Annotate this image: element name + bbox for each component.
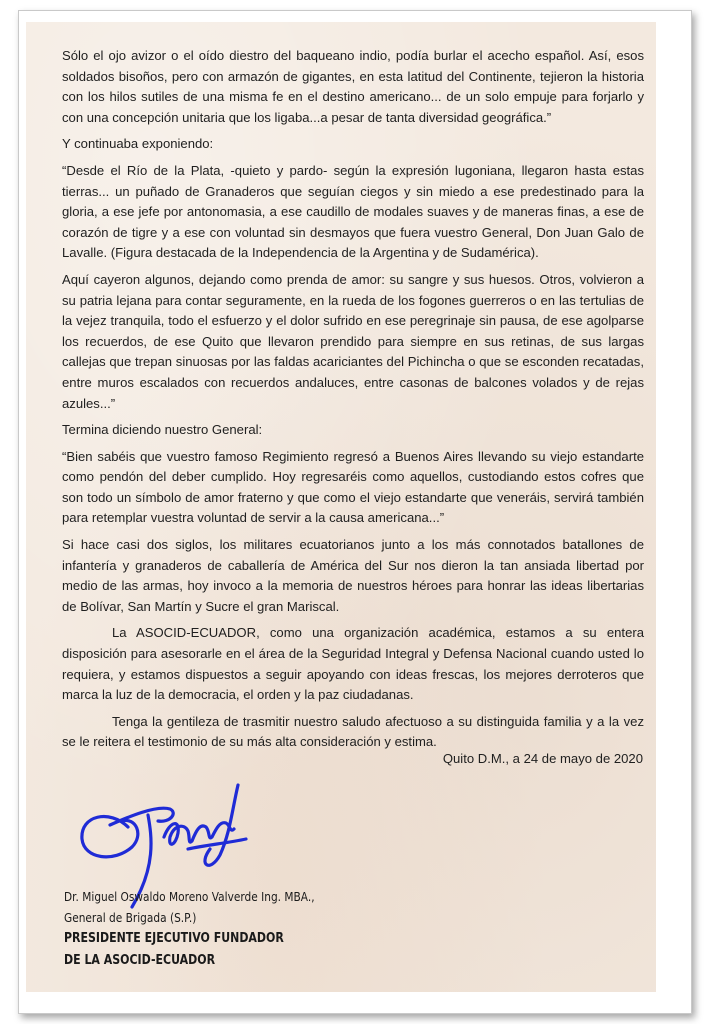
paragraph-5: Termina diciendo nuestro General: [62, 422, 263, 438]
paragraph-3: “Desde el Río de la Plata, -quieto y pardo- según la expresión lugoniana, llegaron hasta estas tierras... un puñado de Granaderos que seguían ciegos y sin miedo a ese predestinado para la gloria, a ese jefe por antonomasia, a ese caudillo de modales suaves y de maneras finas, a ese de corazón de tigre y a ese con voluntad sin desmayos que fuera vuestro General, Don Juan Galo de Lavalle. (Figura destacada de la Independencia de la Argentina y de Sudamérica). [62, 162, 644, 261]
letter-body [62, 46, 644, 759]
paragraph-1: Sólo el ojo avizor o el oído diestro del baqueano indio, podía burlar el acecho español. Así, esos soldados bisoños, pero con armazón de gigantes, en esta latitud del Continente, tejieron la historia con los hilos sutiles de una misma fe en el destino americano... de un solo empuje para forjarlo y con una concepción unitaria que los ligaba...a pesar de tanta diversidad geográfica.” [62, 48, 644, 125]
paragraph-2: Y continuaba exponiendo: [62, 136, 214, 152]
signer-rank: General de Brigada (S.P.) [64, 910, 197, 925]
signer-title-line-1: PRESIDENTE EJECUTIVO FUNDADOR [64, 931, 284, 946]
signature-block [64, 886, 362, 972]
paragraph-8: La ASOCID-ECUADOR, como una organización académica, estamos a su entera disposición para asesorarle en el área de la Seguridad Integral y Defensa Nacional cuando usted lo requiera, y estamos dispuestos a seguir apoyando con ideas frescas, los mejores derroteros que marca la luz de la democracia, el orden y la paz ciudadanas. [62, 625, 644, 703]
paragraph-4: Aquí cayeron algunos, dejando como prenda de amor: su sangre y sus huesos. Otros, volvieron a su patria lejana para contar seguramente, en la rueda de los fogones guerreros o en las tertulias de la vejez tranquila, todo el esfuerzo y el dolor sufrido en ese peregrinaje sin pausa, de ese agolparse los recuerdos, de ese Quito que llevaron prendido para siempre en sus retinas, de sus largas callejas que trepan sinuosas por las faldas acariciantes del Pichincha o que se esconden recatadas, entre muros escalados con recuerdos andaluces, entre casonas de balcones volados y de rejas azules...” [62, 271, 644, 411]
paragraph-9: Tenga la gentileza de trasmitir nuestro saludo afectuoso a su distinguida familia y a la vez se le reitera el testimonio de su más alta consideración y estima. [62, 713, 644, 750]
date-line: Quito D.M., a 24 de mayo de 2020 [442, 751, 643, 766]
paragraph-7: Si hace casi dos siglos, los militares ecuatorianos junto a los más connotados batallones de infantería y granaderos de caballería de América del Sur nos dieron la tan ansiada libertad por medio de las armas, hoy invoco a la memoria de nuestros héroes para honrar las ideas libertarias de Bolívar, San Martín y Sucre el gran Mariscal. [62, 537, 644, 614]
signer-title-line-2: DE LA ASOCID-ECUADOR [64, 953, 216, 968]
signer-name: Dr. Miguel Oswaldo Moreno Valverde Ing. MBA., [64, 889, 315, 904]
paragraph-6: “Bien sabéis que vuestro famoso Regimiento regresó a Buenos Aires llevando su viejo estandarte como pendón del deber cumplido. Hoy regresaréis como aquellos, custodiando estos cofres que son todo un símbolo de amor fraterno y que como el viejo estandarte que veneráis, servirá también para retemplar vuestra voluntad de servir a la causa americana...” [62, 448, 644, 526]
